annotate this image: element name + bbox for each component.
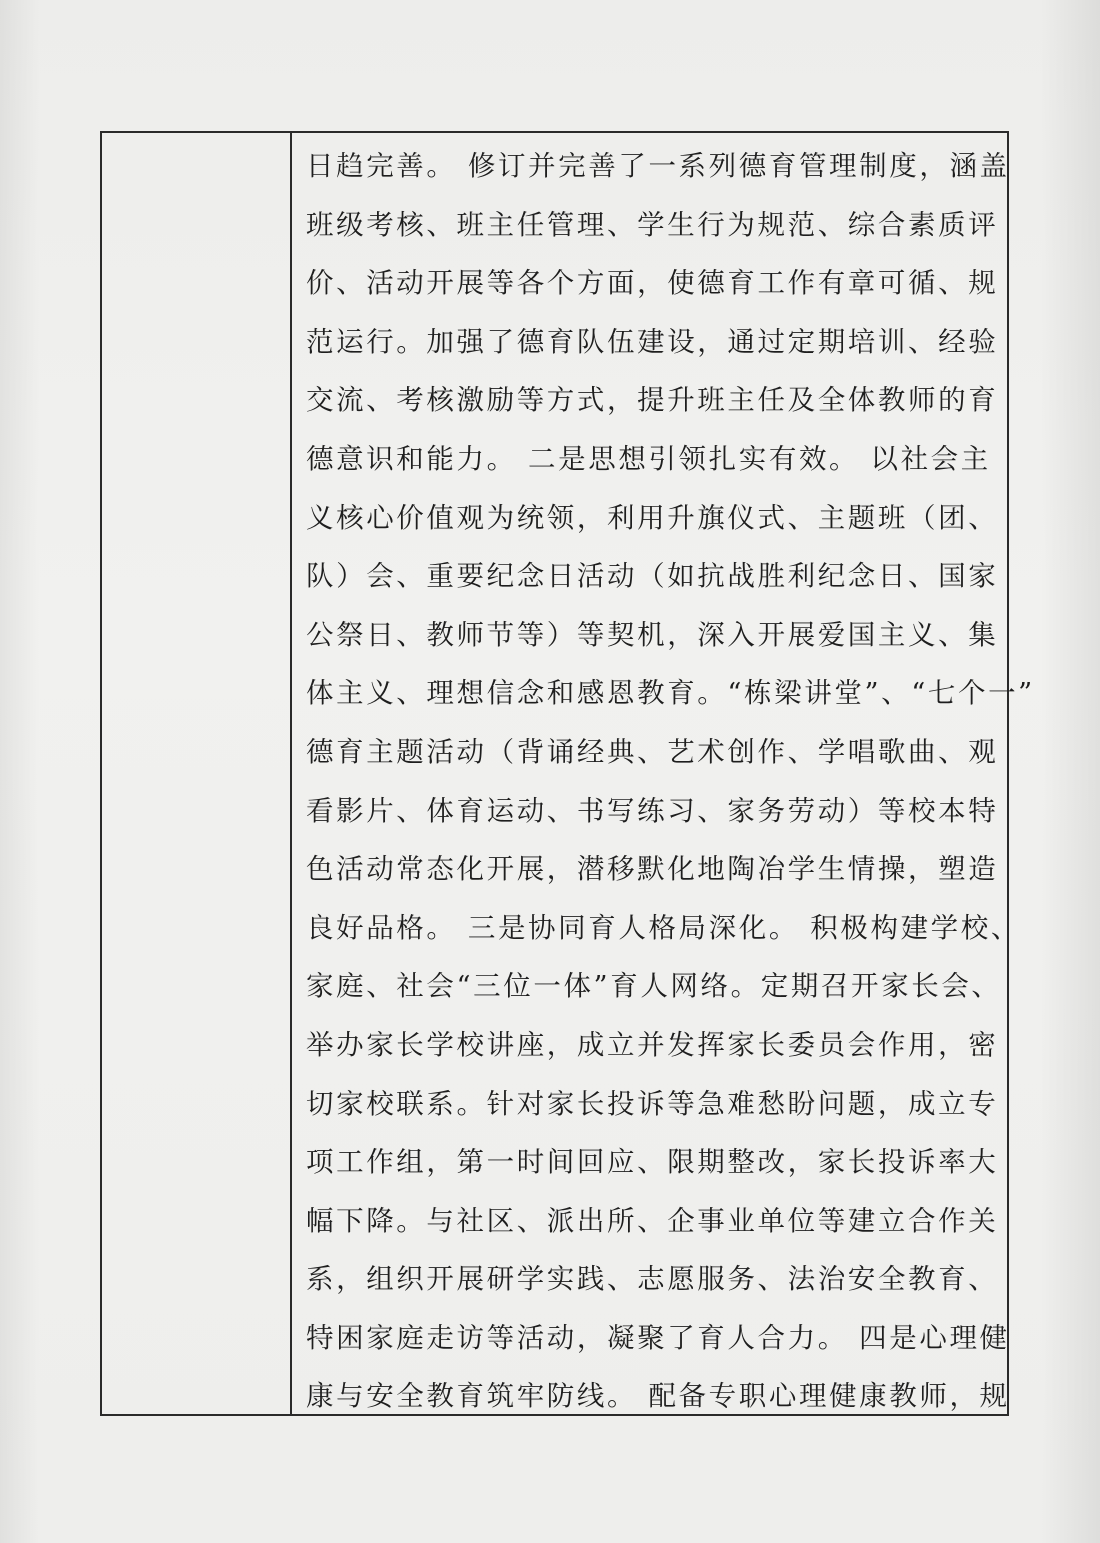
body-text [306,137,1035,1426]
text-line: 德意识和能力。 二是思想引领扎实有效。 以社会主 [306,442,991,475]
form-table [100,131,1035,1416]
text-line: 德育主题活动（背诵经典、艺术创作、学唱歌曲、观 [306,735,999,768]
page-edge-shadow-left [0,0,40,1543]
text-line: 色活动常态化开展，潜移默化地陶冶学生情操，塑造 [306,853,999,886]
text-line: 日趋完善。 修订并完善了一系列德育管理制度，涵盖 [306,150,1010,182]
text-line: 系，组织开展研学实践、志愿服务、法治安全教育、 [306,1263,999,1296]
text-line: 价、活动开展等各个方面，使德育工作有章可循、规 [306,267,999,300]
text-line: 举办家长学校讲座，成立并发挥家长委员会作用，密 [306,1028,999,1061]
text-line: 班级考核、班主任管理、学生行为规范、综合素质评 [306,208,999,241]
text-line: 范运行。加强了德育队伍建设，通过定期培训、经验 [306,325,999,358]
table-content-column [292,133,1035,1414]
page-edge-shadow-right [1040,0,1100,1543]
table-label-column [102,133,292,1414]
text-line: 队）会、重要纪念日活动（如抗战胜利纪念日、国家 [306,560,999,593]
text-line: 看影片、体育运动、书写练习、家务劳动）等校本特 [306,794,999,827]
text-line: 义核心价值观为统领，利用升旗仪式、主题班（团、 [306,501,999,534]
text-line: 康与安全教育筑牢防线。 配备专职心理健康教师，规 [306,1380,1010,1413]
text-line: 项工作组，第一时间回应、限期整改，家长投诉率大 [306,1146,999,1179]
text-line: 幅下降。与社区、派出所、企事业单位等建立合作关 [306,1204,999,1237]
text-line: 特困家庭走访等活动，凝聚了育人合力。 四是心理健 [306,1321,1010,1354]
text-line: 切家校联系。针对家长投诉等急难愁盼问题，成立专 [306,1087,999,1120]
text-line: 交流、考核激励等方式，提升班主任及全体教师的育 [306,384,999,417]
text-line: 体主义、理想信念和感恩教育。“栋梁讲堂”、“七个一” [306,677,1035,710]
text-line: 公祭日、教师节等）等契机，深入开展爱国主义、集 [306,618,999,651]
text-line: 良好品格。 三是协同育人格局深化。 积极构建学校、 [306,911,1021,944]
text-line: 家庭、社会“三位一体”育人网络。定期召开家长会、 [306,970,1002,1003]
